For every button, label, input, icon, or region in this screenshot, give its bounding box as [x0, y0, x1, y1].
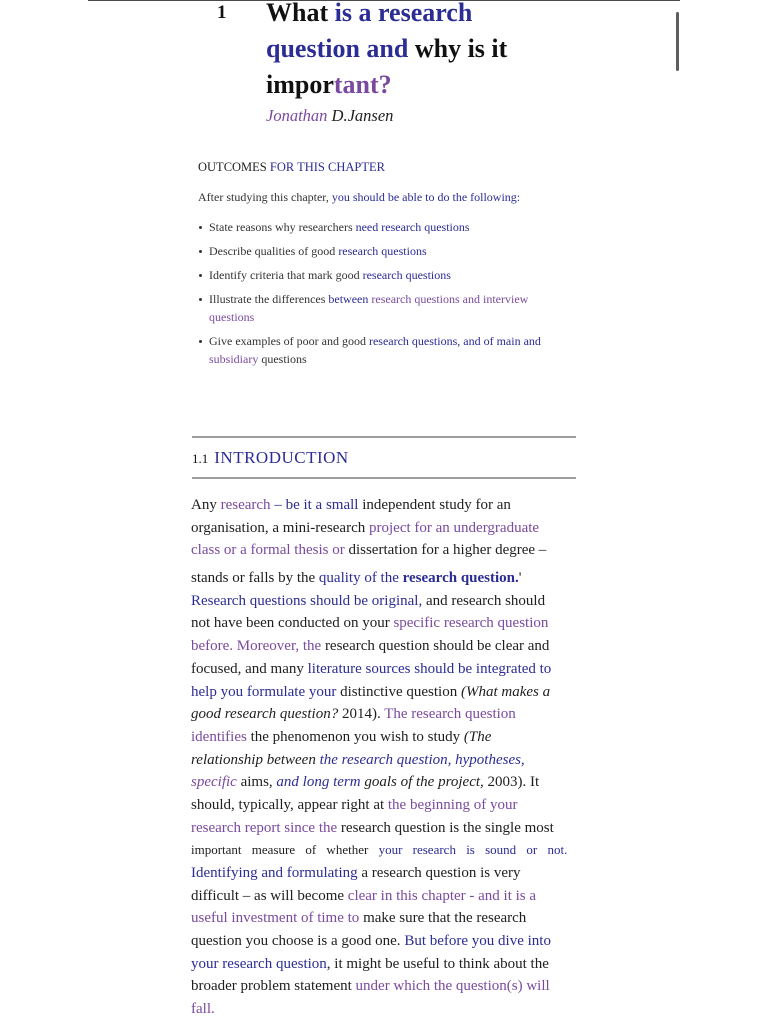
text-run: independent study for an [362, 497, 511, 513]
text-run: a research question is very [357, 865, 521, 881]
text-run: distinctive question [340, 683, 461, 700]
text-run: research report since the [191, 819, 338, 836]
text-run: useful investment of time to [191, 910, 364, 927]
outcomes-intro [198, 189, 520, 205]
text-run: broader problem statement [191, 978, 356, 995]
text-run: fall. [191, 1001, 215, 1018]
text-run: research question. [402, 570, 519, 587]
text-run: need research questions [355, 220, 470, 234]
text-run: impor [266, 70, 334, 99]
text-run: 2014). [338, 706, 385, 723]
body-line [191, 517, 567, 540]
text-run: relationship between [191, 751, 320, 768]
outcome-item [198, 266, 541, 284]
outcome-item [198, 332, 541, 368]
text-run: important measure of whether [191, 842, 379, 858]
text-run: 2003). It [483, 774, 540, 791]
outcome-item [198, 242, 541, 260]
text-run: Jonathan [266, 106, 328, 125]
text-run: and long term [276, 774, 361, 791]
text-run: should, typically, appear right at [191, 796, 388, 813]
body-line [191, 612, 567, 635]
text-run: D.Jansen [327, 106, 394, 125]
text-run: between [328, 292, 369, 306]
body-line [191, 494, 567, 517]
bullet-icon [199, 250, 202, 253]
body-line [191, 817, 567, 840]
text-run: you should be able to do the following: [331, 190, 521, 204]
outcome-line [209, 308, 541, 326]
text-run: stands or falls by the [191, 570, 319, 587]
text-run: Identify criteria that mark good [209, 268, 363, 282]
body-line [191, 681, 567, 704]
bullet-icon [199, 340, 202, 343]
text-run: Any [191, 497, 221, 513]
text-run: the phenomenon you wish to study [250, 728, 464, 745]
text-run: why is it [408, 34, 508, 63]
text-run: FOR THIS CHAPTER [269, 160, 385, 174]
text-run: project for an undergraduate [369, 519, 540, 536]
text-run: help you formulate your [191, 683, 341, 700]
text-run: question and [266, 34, 409, 63]
text-run: What [266, 0, 329, 27]
text-run: research [220, 497, 271, 513]
title-line [266, 36, 507, 62]
body-line [191, 998, 567, 1021]
text-run: aims, [236, 774, 277, 791]
text-run: identifies [191, 728, 251, 745]
text-run: question you choose is a good one. [191, 933, 405, 950]
body-line [191, 975, 567, 998]
text-run: , it might be useful to think about the [326, 955, 549, 972]
text-run: goals of the project, [360, 774, 484, 791]
text-run: make sure that the research [363, 910, 527, 927]
outcome-line [209, 218, 541, 236]
text-run: your research question [191, 955, 327, 972]
body-line [191, 794, 567, 817]
title-line [266, 72, 507, 98]
text-run: Describe qualities of good [209, 244, 339, 258]
text-run: ' [518, 570, 522, 587]
body-line [191, 590, 567, 613]
bullet-icon [199, 274, 202, 277]
outcome-line [209, 290, 541, 308]
body-line [191, 703, 567, 726]
text-run: before. Moreover, the [191, 638, 322, 655]
text-run: OUTCOMES [198, 160, 270, 174]
outcome-line [209, 242, 541, 260]
text-run: organisation, a mini-research [191, 519, 369, 536]
text-run: Illustrate the differences [209, 292, 329, 306]
body-line [191, 539, 567, 562]
chapter-number: 1 [217, 2, 227, 23]
section-title: INTRODUCTION [214, 448, 349, 467]
body-line [191, 726, 567, 749]
text-run: not have been conducted on your [191, 615, 394, 632]
text-run: research questions [338, 244, 427, 258]
text-run: After studying this chapter, [198, 190, 332, 204]
outcome-line [209, 332, 541, 350]
body-line [191, 930, 567, 953]
outcome-line [209, 350, 541, 368]
text-run: the beginning of your [387, 796, 518, 813]
text-run: specific research question [393, 615, 549, 632]
chapter-title [266, 0, 507, 108]
scrollbar-thumb[interactable] [676, 12, 679, 71]
body-line [191, 839, 567, 862]
body-line [191, 862, 567, 885]
title-line [266, 0, 507, 26]
text-run: tant? [333, 70, 392, 99]
chapter-author [266, 107, 393, 125]
text-run: good research question? [191, 706, 339, 723]
text-run: is a research [328, 0, 473, 27]
outcomes-list [198, 218, 541, 374]
section-number: 1.1 [192, 451, 209, 466]
section-rule-bottom [192, 477, 576, 479]
introduction-body [191, 494, 567, 1021]
body-line [191, 771, 567, 794]
text-run: (What makes a [460, 683, 551, 700]
text-run: under which the question(s) will [355, 978, 550, 995]
text-run: (The [463, 728, 492, 745]
text-run: literature sources should be integrated to [307, 660, 552, 677]
bullet-icon [199, 226, 202, 229]
section-rule-top [192, 436, 576, 438]
text-run: class or a formal thesis or [191, 542, 349, 559]
text-run: difficult – as will become [191, 887, 348, 904]
text-run: and research should [422, 592, 546, 609]
text-run: research questions and interview [368, 292, 529, 306]
text-run: Identifying and formulating [191, 865, 358, 881]
text-run: quality of the [318, 570, 403, 587]
text-run: specific [191, 774, 237, 791]
body-line [191, 658, 567, 681]
outcome-line [209, 266, 541, 284]
text-run: Give examples of poor and good [209, 334, 369, 348]
text-run: State reasons why researchers [209, 220, 356, 234]
body-line [191, 953, 567, 976]
text-run: But before you dive into [404, 933, 551, 950]
text-run: dissertation for a higher degree – [348, 542, 547, 559]
bullet-icon [199, 298, 202, 301]
text-run: questions [258, 352, 307, 366]
body-line [191, 907, 567, 930]
text-run: your research is sound or not. [378, 842, 568, 858]
text-run: subsidiary [209, 352, 259, 366]
text-run: research questions [362, 268, 451, 282]
body-line [191, 567, 567, 590]
outcome-item [198, 218, 541, 236]
text-run: focused, and many [191, 660, 308, 677]
section-heading [192, 448, 349, 469]
text-run: research question is the single most [337, 819, 554, 836]
outcomes-heading [198, 159, 385, 175]
text-run: Research questions should be original, [191, 592, 423, 609]
body-line [191, 635, 567, 658]
text-run: the research question, hypotheses, [319, 751, 525, 768]
text-run: clear in this chapter - and it is a [347, 887, 537, 904]
text-run: questions [209, 310, 255, 324]
text-run: – be it a small [270, 497, 363, 513]
text-run: The research question [384, 706, 516, 723]
body-line [191, 749, 567, 772]
text-run: research question should be clear and [321, 638, 550, 655]
outcome-item [198, 290, 541, 326]
body-line [191, 885, 567, 908]
text-run: research questions, and of main and [368, 334, 541, 348]
